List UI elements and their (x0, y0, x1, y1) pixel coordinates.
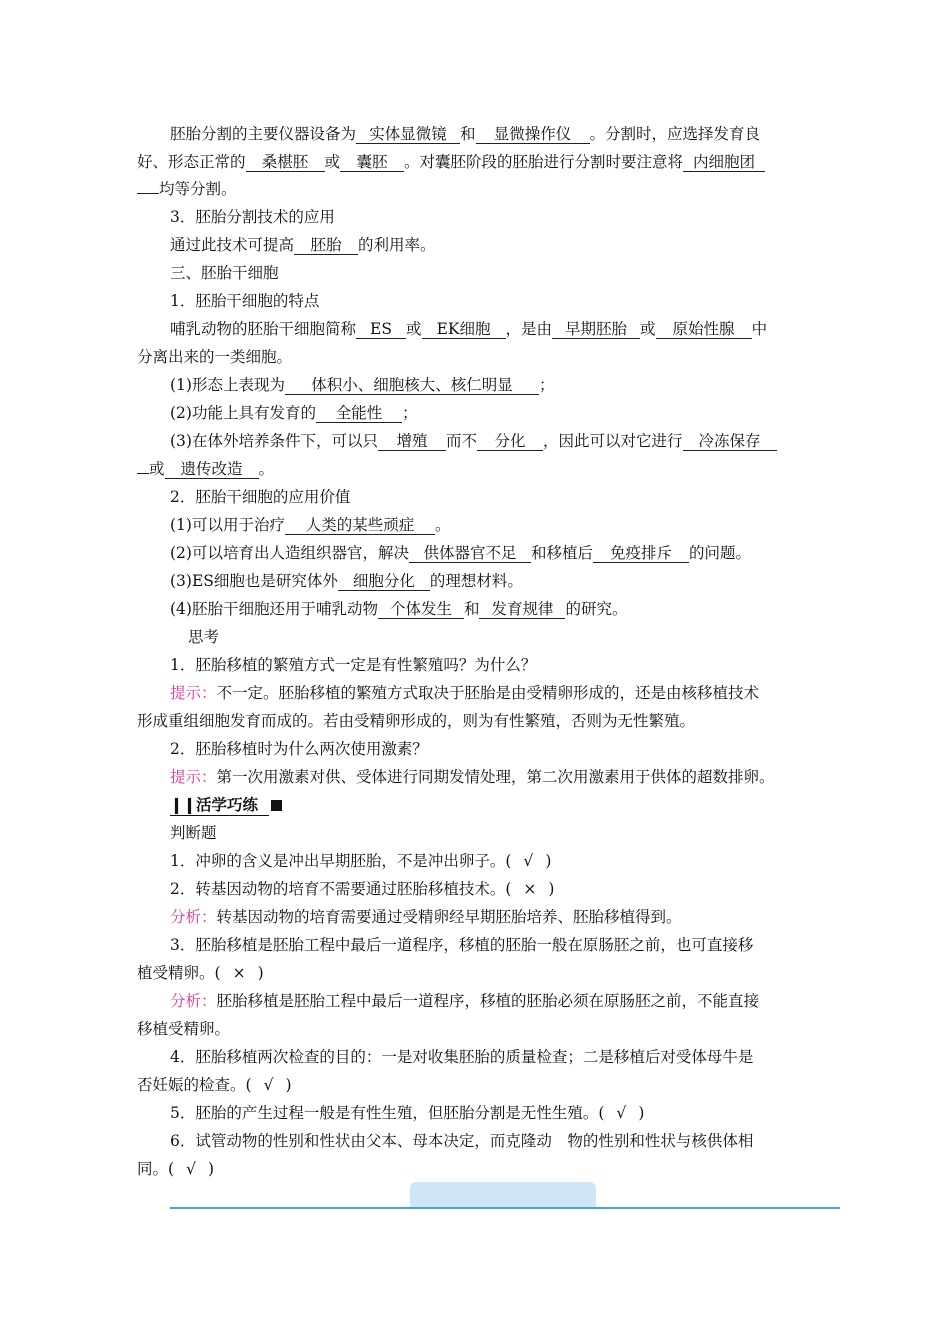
text-line (170, 235, 436, 255)
footer-divider (170, 1207, 840, 1209)
judge-item (170, 879, 554, 899)
fill-blank-tail (137, 473, 149, 474)
fill-blank: EK细胞 (422, 320, 506, 339)
practice-banner (170, 795, 269, 816)
fill-blank: 供体器官不足 (409, 544, 531, 563)
fill-blank: 分化 (477, 432, 543, 451)
text: 或 (324, 153, 341, 171)
text: (4)胚胎干细胞还用于哺乳动物 (170, 600, 378, 618)
text: 和 (460, 125, 476, 143)
text: 。对囊胚阶段的胚胎进行分割时要注意将 (404, 153, 684, 171)
text: 的理想材料。 (429, 572, 523, 590)
text: ，因此可以对它进行 (542, 432, 683, 450)
footer-tab (410, 1182, 596, 1208)
text: 植受精卵。( (137, 964, 221, 982)
fill-blank: 体积小、细胞核大、核仁明显 (285, 376, 539, 395)
text: 1．冲卵的含义是冲出早期胚胎，不是冲出卵子。( (170, 852, 512, 870)
answer-mark: √ (186, 1160, 196, 1178)
judge-item-cont (137, 963, 264, 983)
fill-blank: 全能性 (316, 404, 402, 423)
square-icon (271, 800, 282, 811)
text-line (170, 515, 450, 535)
bars-icon: ❙❙ (170, 795, 196, 814)
judge-item-cont (137, 1159, 214, 1179)
fill-blank: 人类的某些顽症 (285, 516, 435, 535)
text-line (170, 403, 417, 423)
judge-item: 6．试管动物的性别和性状由父本、母本决定，而克隆动 物的性别和性状与核供体相 (170, 1132, 754, 1150)
answer-mark: √ (263, 1076, 274, 1094)
fill-blank: ES (356, 320, 406, 339)
text: 。 (434, 516, 451, 534)
text-line (170, 431, 777, 451)
fill-blank: 早期胚胎 (552, 320, 640, 339)
practice-heading (170, 795, 282, 816)
text-line: 移植受精卵。 (137, 1020, 231, 1038)
text: 而不 (445, 432, 477, 450)
text: (1)可以用于治疗 (170, 516, 285, 534)
judge-item: 4．胚胎移植两次检查的目的：一是对收集胚胎的质量检查；二是移植后对受体母牛是 (170, 1048, 754, 1066)
text-line: 分离出来的一类细胞。 (137, 348, 293, 366)
text: 和移植后 (530, 544, 593, 562)
section-heading: 三、胚胎干细胞 (170, 264, 279, 282)
text-line: 形成重组细胞发育而成的。若由受精卵形成的，则为有性繁殖，否则为无性繁殖。 (137, 712, 696, 730)
text: 均等分割。 (159, 180, 237, 198)
fill-blank-tail (137, 193, 159, 194)
analysis-line (170, 907, 682, 927)
text-line (170, 319, 767, 339)
fill-blank: 细胞分化 (338, 572, 430, 591)
answer-mark: × (523, 880, 537, 898)
fill-blank: 原始性腺 (656, 320, 752, 339)
text: ) (548, 880, 555, 898)
text: 中 (751, 320, 768, 338)
text: (3)在体外培养条件下，可以只 (170, 432, 378, 450)
text: 否妊娠的检查。( (137, 1076, 252, 1094)
text: (3)ES细胞也是研究体外 (170, 572, 338, 590)
fill-blank: 免疫排斥 (593, 544, 689, 563)
fill-blank: 遗传改造 (165, 460, 259, 479)
practice-title: 活学巧练 (195, 795, 258, 814)
text: 。分割时，应选择发育良 (589, 125, 761, 143)
fill-blank: 发育规律 (479, 600, 565, 619)
text: 或 (640, 320, 656, 338)
text: 5．胚胎的产生过程一般是有性生殖，但胚胎分割是无性生殖。( (170, 1104, 605, 1122)
text-line (170, 599, 628, 619)
fill-blank: 桑椹胚 (246, 153, 325, 172)
text: 或 (406, 320, 422, 338)
judge-item (170, 1103, 644, 1123)
judge-item (170, 851, 551, 871)
text: 第一次用激素对供、受体进行同期发情处理，第二次用激素用于供体的超数排卵。 (216, 768, 775, 786)
text: ； (538, 376, 555, 394)
judge-item: 3．胚胎移植是胚胎工程中最后一道程序，移植的胚胎一般在原肠胚之前，也可直接移 (170, 936, 754, 954)
text-line (170, 571, 523, 591)
answer-mark: × (232, 964, 246, 982)
text-line (137, 179, 237, 199)
fill-blank: 实体显微镜 (356, 125, 460, 144)
text: ，是由 (505, 320, 553, 338)
text: ) (207, 1160, 215, 1178)
subsection-title: 2．胚胎干细胞的应用价值 (170, 488, 351, 506)
think-heading: 思考 (188, 628, 220, 646)
fill-blank: 囊胚 (340, 153, 404, 172)
text: 2．转基因动物的培育不需要通过胚胎移植技术。( (170, 880, 512, 898)
text: 哺乳动物的胚胎干细胞简称 (170, 320, 357, 338)
fill-blank: 胚胎 (294, 236, 358, 255)
judge-item-cont (137, 1075, 292, 1095)
question: 1．胚胎移植的繁殖方式一定是有性繁殖吗？为什么？ (170, 656, 537, 674)
text-line (137, 459, 274, 479)
text: 通过此技术可提高 (170, 236, 295, 254)
fill-blank: 冷冻保存 (683, 432, 777, 451)
answer-mark: √ (616, 1104, 627, 1122)
text: 转基因动物的培育需要通过受精卵经早期胚胎培养、胚胎移植得到。 (216, 908, 682, 926)
text-line (170, 543, 751, 563)
hint-label: 提示： (170, 768, 217, 786)
analysis-label: 分析： (170, 908, 217, 926)
fill-blank: 个体发生 (378, 600, 464, 619)
fill-blank: 显微操作仪 (476, 125, 590, 144)
text: 胚胎分割的主要仪器设备为 (170, 125, 357, 143)
text: 或 (149, 460, 165, 478)
fill-blank: 内细胞团 (683, 153, 765, 172)
judge-heading: 判断题 (170, 824, 217, 842)
text: 好、形态正常的 (137, 153, 246, 171)
text: 不一定。胚胎移植的繁殖方式取决于胚胎是由受精卵形成的，还是由核移植技术 (216, 684, 760, 702)
text-line (170, 124, 760, 144)
text: ) (285, 1076, 292, 1094)
analysis-label: 分析： (170, 992, 217, 1010)
text: ) (638, 1104, 645, 1122)
text: (2)功能上具有发育的 (170, 404, 316, 422)
hint-label: 提示： (170, 684, 217, 702)
text: ； (401, 404, 418, 422)
question: 2．胚胎移植时为什么两次使用激素？ (170, 740, 428, 758)
text: (1)形态上表现为 (170, 376, 285, 394)
text: 同。( (137, 1160, 175, 1178)
text: (2)可以培育出人造组织器官，解决 (170, 544, 409, 562)
fill-blank: 增殖 (378, 432, 446, 451)
hint-line (170, 767, 775, 787)
text: 胚胎移植是胚胎工程中最后一道程序，移植的胚胎必须在原肠胚之前，不能直接 (216, 992, 760, 1010)
text-line (170, 375, 554, 395)
subsection-title: 3．胚胎分割技术的应用 (170, 208, 335, 226)
text: 和 (463, 600, 480, 618)
answer-mark: √ (523, 852, 534, 870)
text: 的研究。 (565, 600, 628, 618)
hint-line (170, 683, 759, 703)
text: 。 (258, 460, 275, 478)
text: 的问题。 (688, 544, 751, 562)
analysis-line (170, 991, 759, 1011)
subsection-title: 1．胚胎干细胞的特点 (170, 292, 320, 310)
text: 的利用率。 (358, 236, 436, 254)
text: ) (545, 852, 552, 870)
text: ) (257, 964, 264, 982)
text-line (137, 152, 765, 172)
